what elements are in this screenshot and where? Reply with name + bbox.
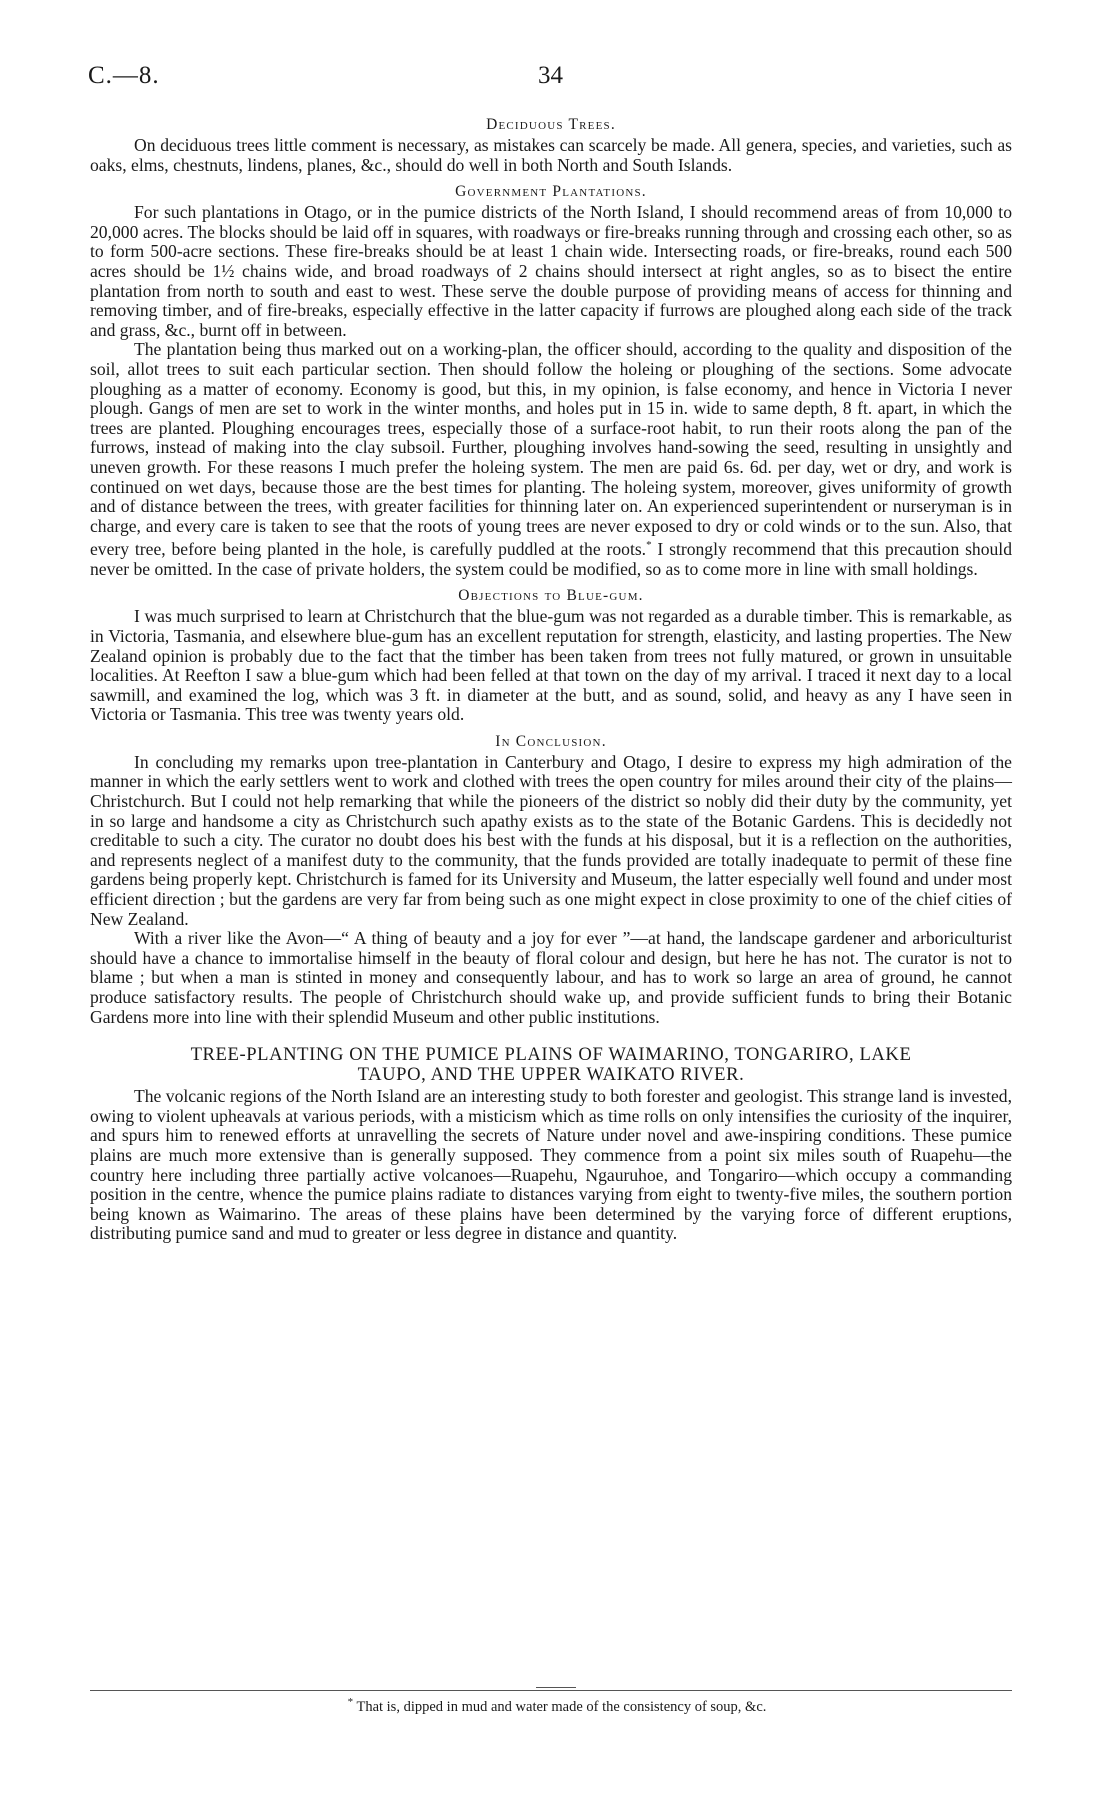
page-number: 34: [538, 62, 563, 89]
page-header: [0, 62, 1114, 98]
paragraph-government-2: [90, 340, 1012, 579]
paragraph-government-1: For such plantations in Otago, or in the pumice districts of the North Island, I should recommend areas of from 10,000 to 20,000 acres. The blocks should be laid off in squares, with roadways or fire-breaks running through and crossing each other, so as to form 500-acre sections. These fire-breaks should be at least 1 chain wide. Intersecting roads, or fire-breaks, round each 500 acres should be 1½ chains wide, and broad roadways of 2 chains should intersect at right angles, so as to bisect the entire plantation from north to south and east to west. These serve the double purpose of providing means of access for thinning and removing timber, and of fire-breaks, especially effective in the latter capacity if furrows are ploughed along each side of the track and grass, &c., burnt off in between.: [90, 202, 1012, 340]
paragraph-conclusion-1: In concluding my remarks upon tree-plantation in Canterbury and Otago, I desire to express my high admiration of the manner in which the early settlers went to work and clothed with trees the open country for miles around their city of the plains—Christchurch. But I could not help remarking that while the pioneers of the district so nobly did their duty by the community, yet in so large and handsome a city as Christchurch such apathy exists as to the state of the Botanic Gardens. This is decidedly not creditable to such a city. The curator no doubt does his best with the funds at his disposal, but it is a reflection on the authorities, and represents neglect of a manifest duty to the community, that the funds provided are totally inadequate to permit of these fine gardens being properly kept. Christchurch is famed for its University and Museum, the latter especially well found and under most efficient direction ; but the gardens are very far from being such as one might expect in close proximity to one of the chief cities of New Zealand.: [90, 751, 1012, 929]
footnote: [0, 1696, 1114, 1716]
paragraph-conclusion-2: With a river like the Avon—“ A thing of beauty and a joy for ever ”—at hand, the landscape gardener and arboriculturist should have a chance to immortalise himself in the beauty of floral colour and design, but here he has not. The curator is not to blame ; but when a man is stinted in money and consequently labour, and has to work so large an area of ground, he cannot produce satisfactory results. The people of Christchurch should wake up, and provide sufficient funds to bring their Botanic Gardens more into line with their splendid Museum and other public institutions.: [90, 928, 1012, 1027]
section-title-line-2: TAUPO, AND THE UPPER WAIKATO RIVER.: [357, 1064, 745, 1086]
paragraph-bluegum-1: I was much surprised to learn at Christchurch that the blue-gum was not regarded as a durable timber. This is remarkable, as in Victoria, Tasmania, and elsewhere blue-gum has an excellent reputation for strength, elasticity, and lasting properties. The New Zealand opinion is probably due to the fact that the timber has been taken from trees not fully matured, or grown in unsuitable localities. At Reefton I saw a blue-gum which had been felled at that town on the day of my arrival. I traced it next day to a local sawmill, and examined the log, which was 3 ft. in diameter at the butt, and as sound, solid, and heavy as any I have seen in Victoria or Tasmania. This tree was twenty years old.: [90, 606, 1012, 725]
heading-government-plantations: Government Plantations.: [455, 183, 647, 201]
paragraph-pumice-1: The volcanic regions of the North Island are an interesting study to both forester and geologist. This strange land is invested, owing to violent upheavals at various periods, with a misticism which as time rolls on only intensifies the curiosity of the inquirer, and spurs him to renewed efforts at unravelling the secrets of Nature under novel and awe-inspiring conditions. These pumice plains are much more extensive than is generally supposed. They commence from a point six miles south of Ruapehu—the country here including three partially active volcanoes—Ruapehu, Ngauruhoe, and Tongariro—which occupy a commanding position in the centre, whence the pumice plains radiate to distances varying from eight to twenty-five miles, the southern portion being known as Waimarino. The areas of these plains have been determined by the varying force of different eruptions, distributing pumice sand and mud to greater or less degree in distance and quantity.: [90, 1086, 1012, 1244]
footnote-mark: *: [347, 1696, 354, 1708]
paragraph-government-2-tail: I strongly recommend that this precaution should never be omitted. In the case of private holders, the system could be modified, so as to come more in line with small holdings.: [90, 539, 1012, 579]
section-title-line-1: TREE-PLANTING ON THE PUMICE PLAINS OF WAIMARINO, TONGARIRO, LAKE: [190, 1044, 912, 1066]
section-title-pumice-plains: [90, 1045, 1012, 1085]
heading-deciduous-trees: Deciduous Trees.: [486, 116, 616, 133]
paragraph-deciduous-1: On deciduous trees little comment is necessary, as mistakes can scarcely be made. All genera, species, and varieties, such as oaks, elms, chestnuts, lindens, planes, &c., should do well in both North and South Islands.: [90, 135, 1012, 175]
footnote-rule-short: [536, 1687, 576, 1688]
footnote-reference-mark: *: [646, 539, 652, 552]
footnote-text: That is, dipped in mud and water made of the consistency of soup, &c.: [353, 1698, 767, 1715]
paragraph-government-2-body: The plantation being thus marked out on a working-plan, the officer should, according to the quality and disposition of the soil, allot trees to suit each particular section. Then should follow the holeing or ploughing of the sections. Some advocate ploughing as a matter of economy. Economy is good, but this, in my opinion, is false economy, and hence in Victoria I never plough. Gangs of men are set to work in the winter months, and holes put in 15 in. wide to same depth, 8 ft. apart, in which the trees are planted. Ploughing encourages trees, especially those of a surface-root habit, to run their roots along the pan of the furrows, instead of making into the clay subsoil. Further, ploughing involves hand-sowing the seed, resulting in unsightly and uneven growth. For these reasons I much prefer the holeing system. The men are paid 6s. 6d. per day, wet or dry, and work is continued on wet days, because those are the best times for planting. The holeing system, moreover, gives uniformity of growth and of distance between the trees, with greater facilities for thinning later on. An experienced superintendent or nurseryman is in charge, and every care is taken to see that the roots of young trees are never exposed to dry or cold winds or to the sun. Also, that every tree, before being planted in the hole, is carefully puddled at the roots.: [90, 339, 1012, 560]
heading-in-conclusion: In Conclusion.: [495, 732, 607, 750]
document-id: C.—8.: [88, 62, 160, 89]
body-text: [90, 114, 1012, 1244]
heading-objections-blue-gum: Objections to Blue-gum.: [458, 587, 644, 605]
footnote-divider: [90, 1690, 1012, 1691]
